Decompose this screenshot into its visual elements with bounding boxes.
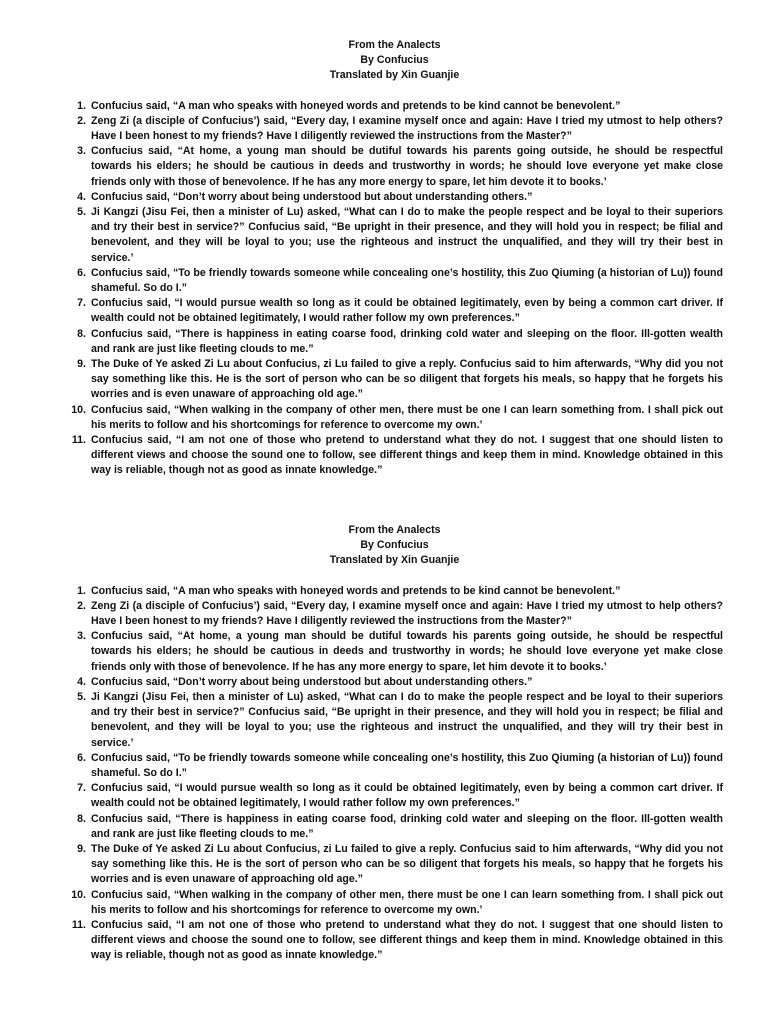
- item-text: Zeng Zi (a disciple of Confucius’) said, “Every day, I examine myself once and again: Have I tried my utmost to help others? Have I been honest to my friends? Have I diligently reviewed the instructions from the Master?”: [91, 599, 723, 627]
- document-title: From the Analects: [348, 39, 441, 51]
- list-item: [66, 296, 723, 326]
- list-item: [66, 266, 723, 296]
- list-item: [66, 918, 723, 964]
- list-item: [66, 599, 723, 629]
- item-number: 11.: [71, 434, 86, 447]
- item-text: Confucius said, “When walking in the company of other men, there must be one I can learn something from. I shall pick out his merits to follow and his shortcomings for reference to overcome my own.’: [91, 403, 723, 431]
- item-number: 6.: [77, 751, 86, 764]
- list-item: [66, 888, 723, 918]
- list-item: [66, 114, 723, 144]
- item-number: 10.: [71, 403, 86, 416]
- list-item: [66, 144, 723, 190]
- item-number: 5.: [77, 690, 86, 703]
- list-item: [66, 403, 723, 433]
- item-number: 4.: [77, 675, 86, 688]
- item-text: The Duke of Ye asked Zi Lu about Confucius, zi Lu failed to give a reply. Confucius said to him afterwards, “Why did you not say something like this. He is the sort of person who can be so diligent that forgets his meals, so happy that he forgets his worries and is even unaware of approaching old age.”: [91, 358, 723, 401]
- document-author: By Confucius: [360, 539, 429, 552]
- item-text: Confucius said, “I am not one of those who pretend to understand what they do not. I suggest that one should listen to different views and choose the sound one to follow, see different things and keep them in mind. Knowledge obtained in this way is reliable, though not as good as innate knowledge.”: [91, 919, 723, 962]
- item-text: Confucius said, “When walking in the company of other men, there must be one I can learn something from. I shall pick out his merits to follow and his shortcomings for reference to overcome my own.’: [91, 888, 723, 916]
- list-item: [66, 584, 723, 599]
- item-text: Confucius said, “To be friendly towards someone while concealing one’s hostility, this Zuo Qiuming (a historian of Lu)) found shameful. So do I.”: [91, 266, 723, 294]
- item-text: Confucius said, “A man who speaks with honeyed words and pretends to be kind cannot be benevolent.”: [91, 584, 621, 597]
- item-text: Confucius said, “A man who speaks with honeyed words and pretends to be kind cannot be benevolent.”: [91, 99, 621, 112]
- item-number: 10.: [71, 888, 86, 901]
- list-item: [66, 190, 723, 205]
- list-item: [66, 812, 723, 842]
- list-item: [66, 433, 723, 479]
- numbered-list: [66, 99, 723, 479]
- item-number: 8.: [77, 812, 86, 825]
- item-text: Ji Kangzi (Jisu Fei, then a minister of Lu) asked, “What can I do to make the people respect and be loyal to their superiors and try their best in service?” Confucius said, “Be upright in their presence, and they will hold you in respect; be filial and benevolent, and they will be loyal to you; use the righteous and instruct the unqualified, and they will try their best in service.’: [91, 690, 723, 749]
- item-number: 5.: [77, 205, 86, 218]
- list-item: [66, 842, 723, 888]
- item-text: Confucius said, “I would pursue wealth so long as it could be obtained legitimately, even by being a common cart driver. If wealth could not be obtained legitimately, I would rather follow my own preferences.”: [91, 782, 723, 810]
- item-number: 2.: [77, 599, 86, 612]
- item-number: 3.: [77, 145, 86, 158]
- item-text: Confucius said, “At home, a young man should be dutiful towards his parents going outside, he should be respectful towards his elders; he should be cautious in deeds and trustworthy in words; he should love everyone yet make close friends only with those of benevolence. If he has any more energy to spare, let him devote it to books.’: [91, 630, 723, 673]
- item-text: Confucius said, “I am not one of those who pretend to understand what they do not. I suggest that one should listen to different views and choose the sound one to follow, see different things and keep them in mind. Knowledge obtained in this way is reliable, though not as good as innate knowledge.”: [91, 434, 723, 477]
- item-number: 2.: [77, 114, 86, 127]
- item-text: Confucius said, “At home, a young man should be dutiful towards his parents going outside, he should be respectful towards his elders; he should be cautious in deeds and trustworthy in words; he should love everyone yet make close friends only with those of benevolence. If he has any more energy to spare, let him devote it to books.’: [91, 145, 723, 188]
- document-header: [66, 523, 723, 569]
- item-text: Ji Kangzi (Jisu Fei, then a minister of Lu) asked, “What can I do to make the people respect and be loyal to their superiors and try their best in service?” Confucius said, “Be upright in their presence, and they will hold you in respect; be filial and benevolent, and they will be loyal to you; use the righteous and instruct the unqualified, and they will try their best in service.’: [91, 205, 723, 264]
- item-text: Confucius said, “There is happiness in eating coarse food, drinking cold water and sleeping on the floor. Ill-gotten wealth and rank are just like fleeting clouds to me.”: [91, 327, 723, 355]
- list-item: [66, 357, 723, 403]
- item-number: 1.: [77, 99, 86, 112]
- list-item: [66, 629, 723, 675]
- item-number: 8.: [77, 327, 86, 340]
- item-text: Zeng Zi (a disciple of Confucius’) said, “Every day, I examine myself once and again: Have I tried my utmost to help others? Have I been honest to my friends? Have I diligently reviewed the instructions from the Master?”: [91, 114, 723, 142]
- item-number: 6.: [77, 266, 86, 279]
- item-number: 1.: [77, 584, 86, 597]
- item-text: Confucius said, “I would pursue wealth so long as it could be obtained legitimately, even by being a common cart driver. If wealth could not be obtained legitimately, I would rather follow my own preferences.”: [91, 297, 723, 325]
- item-text: Confucius said, “There is happiness in eating coarse food, drinking cold water and sleeping on the floor. Ill-gotten wealth and rank are just like fleeting clouds to me.”: [91, 812, 723, 840]
- document-title: From the Analects: [348, 524, 441, 536]
- item-text: Confucius said, “Don’t worry about being understood but about understanding others.”: [91, 675, 533, 688]
- item-number: 7.: [77, 297, 86, 310]
- item-number: 3.: [77, 630, 86, 643]
- item-text: Confucius said, “Don’t worry about being understood but about understanding others.”: [91, 190, 533, 203]
- document-header: [66, 38, 723, 84]
- item-number: 4.: [77, 190, 86, 203]
- numbered-list: [66, 584, 723, 964]
- item-number: 9.: [77, 843, 86, 856]
- document-translator: Translated by Xin Guanjie: [329, 554, 460, 567]
- list-item: [66, 751, 723, 781]
- document-author: By Confucius: [360, 54, 429, 67]
- item-number: 7.: [77, 782, 86, 795]
- list-item: [66, 205, 723, 266]
- item-text: The Duke of Ye asked Zi Lu about Confucius, zi Lu failed to give a reply. Confucius said to him afterwards, “Why did you not say something like this. He is the sort of person who can be so diligent that forgets his meals, so happy that he forgets his worries and is even unaware of approaching old age.”: [91, 843, 723, 886]
- list-item: [66, 690, 723, 751]
- analects-block-2: [66, 523, 723, 964]
- item-number: 11.: [71, 919, 86, 932]
- list-item: [66, 99, 723, 114]
- document-translator: Translated by Xin Guanjie: [329, 69, 460, 82]
- item-text: Confucius said, “To be friendly towards someone while concealing one’s hostility, this Zuo Qiuming (a historian of Lu)) found shameful. So do I.”: [91, 751, 723, 779]
- analects-block-1: [66, 38, 723, 479]
- list-item: [66, 327, 723, 357]
- item-number: 9.: [77, 358, 86, 371]
- list-item: [66, 781, 723, 811]
- list-item: [66, 675, 723, 690]
